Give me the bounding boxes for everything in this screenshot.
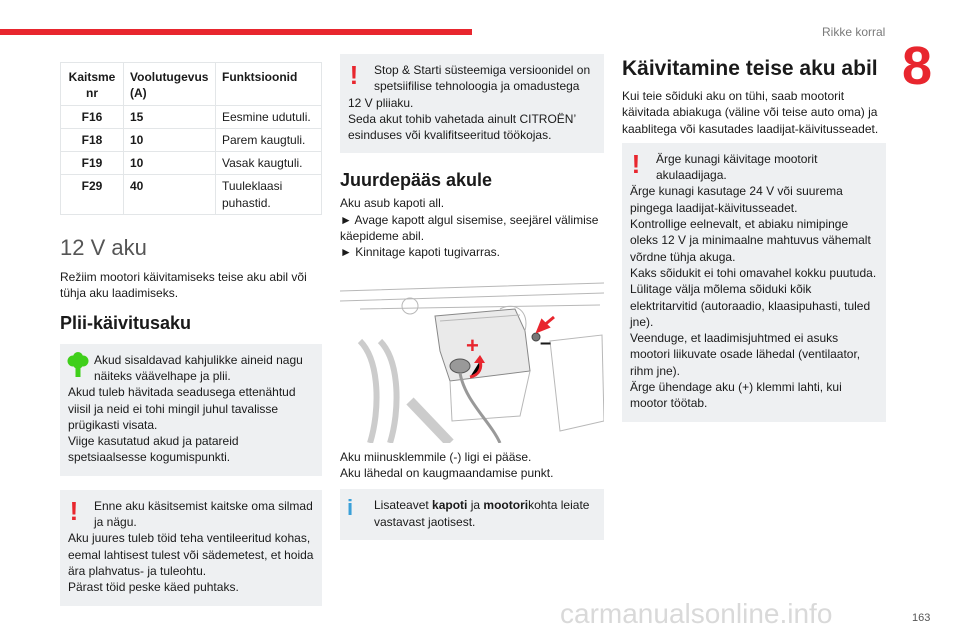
jump-start-title: Käivitamine teise aku abil: [622, 57, 878, 80]
battery-intro: Režiim mootori käivitamiseks teise aku abil või tühja aku laadimiseks.: [60, 270, 307, 301]
cell: 15: [124, 105, 216, 128]
col-header: Kaitsme nr: [61, 63, 124, 106]
figure-caption: Aku lähedal on kaugmaandamise punkt.: [340, 465, 554, 480]
jump-start-intro: Kui teie sõiduki aku on tühi, saab mootorit käivitada abiakuga (väline või teise auto oma) ja kaablitega või kasutades laadijat-käivitusseadet.: [622, 89, 879, 136]
plus-terminal-label: +: [466, 332, 479, 358]
header-accent-bar: [0, 29, 472, 35]
eco-note: [60, 344, 322, 476]
warning-line: Seda akut tohib vahetada ainult CITROËN’ esinduses või kvalifitseeritud töökojas.: [348, 111, 576, 143]
red-arrow-icon: [536, 315, 556, 335]
column-3: [622, 56, 886, 422]
column-1: [60, 62, 322, 606]
text: Ärge kunagi käivitage mootorit akulaadijaga.: [656, 151, 818, 183]
cell: F19: [61, 152, 124, 175]
table-row: [61, 128, 322, 151]
text: Akud sisaldavad kahjulikke aineid nagu näiteks väävelhape ja plii.: [94, 352, 303, 383]
col-header: Funktsioonid: [216, 63, 322, 106]
cell: Vasak kaugtuli.: [216, 152, 322, 175]
cell: 10: [124, 128, 216, 151]
jump-start-warning: [622, 143, 886, 422]
warning-icon: !: [631, 148, 641, 179]
chapter-number: 8: [902, 36, 933, 96]
lead-battery-title: Plii-käivitusaku: [60, 312, 192, 333]
info-text: [348, 497, 596, 530]
access-line: ► Kinnitage kapoti tugivarras.: [340, 245, 500, 260]
table-row: [61, 152, 322, 175]
text: kohta leiate vastavast jaotisest.: [374, 498, 590, 529]
safety-warning: [60, 490, 322, 606]
cell: Parem kaugtuli.: [216, 128, 322, 151]
cell: F16: [61, 105, 124, 128]
cell: 40: [124, 175, 216, 215]
access-line: ► Avage kapott algul sisemise, seejärel välimise käepideme abil.: [340, 212, 599, 244]
warning-lead: [68, 495, 314, 531]
table-row: [61, 175, 322, 215]
warning-icon: !: [69, 495, 79, 526]
warning-lead: [348, 62, 596, 95]
stopstart-warning: [340, 54, 604, 153]
text: Enne aku käsitsemist kaitske oma silmad ja nägu.: [94, 498, 313, 530]
battery-illustration: [340, 271, 604, 443]
warning-line: Ärge kunagi kasutage 24 V või suurema pingega laadijat-käivitusseadet.: [630, 184, 843, 215]
column-2: [340, 54, 604, 540]
cell: Tuuleklaasi puhastid.: [216, 175, 322, 215]
text: ja: [467, 498, 484, 513]
page-number: 163: [912, 612, 931, 624]
warning-lead: [630, 148, 878, 184]
eco-note-line: Akud tuleb hävitada seadusega ettenähtud viisil ja neid ei tohi mingil juhul tavalisse prügikasti visata.: [68, 385, 296, 432]
info-icon: i: [347, 495, 354, 521]
text-bold: kapoti: [432, 498, 468, 513]
warning-line: Veenduge, et laadimisjuhtmed ei asuks mootori liikuvate osade lähedal (ventilaator, rihm jne).: [630, 331, 861, 378]
cell: F18: [61, 128, 124, 151]
battery-title: 12 V aku: [60, 235, 147, 261]
access-title: Juurdepääs akule: [340, 170, 493, 191]
warning-line: Ärge ühendage aku (+) klemmi lahti, kui mootor töötab.: [630, 380, 842, 411]
col-header: Voolutugevus (A): [124, 63, 216, 106]
table-header-row: [61, 63, 322, 106]
access-line: Aku asub kapoti all.: [340, 196, 445, 211]
warning-line: 12 V pliiaku.: [348, 95, 414, 110]
section-title: Rikke korral: [822, 25, 886, 39]
warning-line: Kontrollige eelnevalt, et abiaku nimipinge oleks 12 V ja minimaalne mahtuvus vähemalt võrdne tühja akuga.: [630, 217, 871, 264]
cell: F29: [61, 175, 124, 215]
warning-line: Aku juures tuleb töid teha ventileeritud kohas, eemal lahtisest tulest või sädemetest, et hoida ära plahvatus- ja tuleohtu.: [68, 531, 314, 578]
warning-line: Kaks sõidukit ei tohi omavahel kokku puutuda.: [630, 265, 877, 280]
cell: Eesmine udutuli.: [216, 105, 322, 128]
table-row: [61, 105, 322, 128]
text: Lisateavet: [374, 498, 433, 513]
info-note: [340, 489, 604, 540]
cell: 10: [124, 152, 216, 175]
figure-caption: Aku miinusklemmile (-) ligi ei pääse.: [340, 449, 532, 464]
fuse-table: [60, 62, 322, 215]
red-curved-arrow-icon: [468, 355, 488, 379]
text: Stop & Starti süsteemiga versioonidel on spetsiifilise tehnoloogia ja omadustega: [374, 63, 591, 94]
tree-icon: [67, 352, 89, 382]
minus-terminal-label: –: [540, 331, 552, 354]
warning-icon: !: [349, 60, 359, 90]
eco-note-lead: [68, 352, 314, 385]
warning-line: Pärast töid peske käed puhtaks.: [68, 580, 239, 595]
warning-line: Lülitage välja mõlema sõiduki kõik elektritarvitid (autoraadio, klaasipuhasti, tuled jne).: [630, 282, 871, 329]
watermark: carmanualsonline.info: [560, 598, 833, 629]
text-bold: mootori: [483, 498, 529, 513]
eco-note-line: Viige kasutatud akud ja patareid spetsiaalsesse kogumispunkti.: [68, 434, 239, 465]
